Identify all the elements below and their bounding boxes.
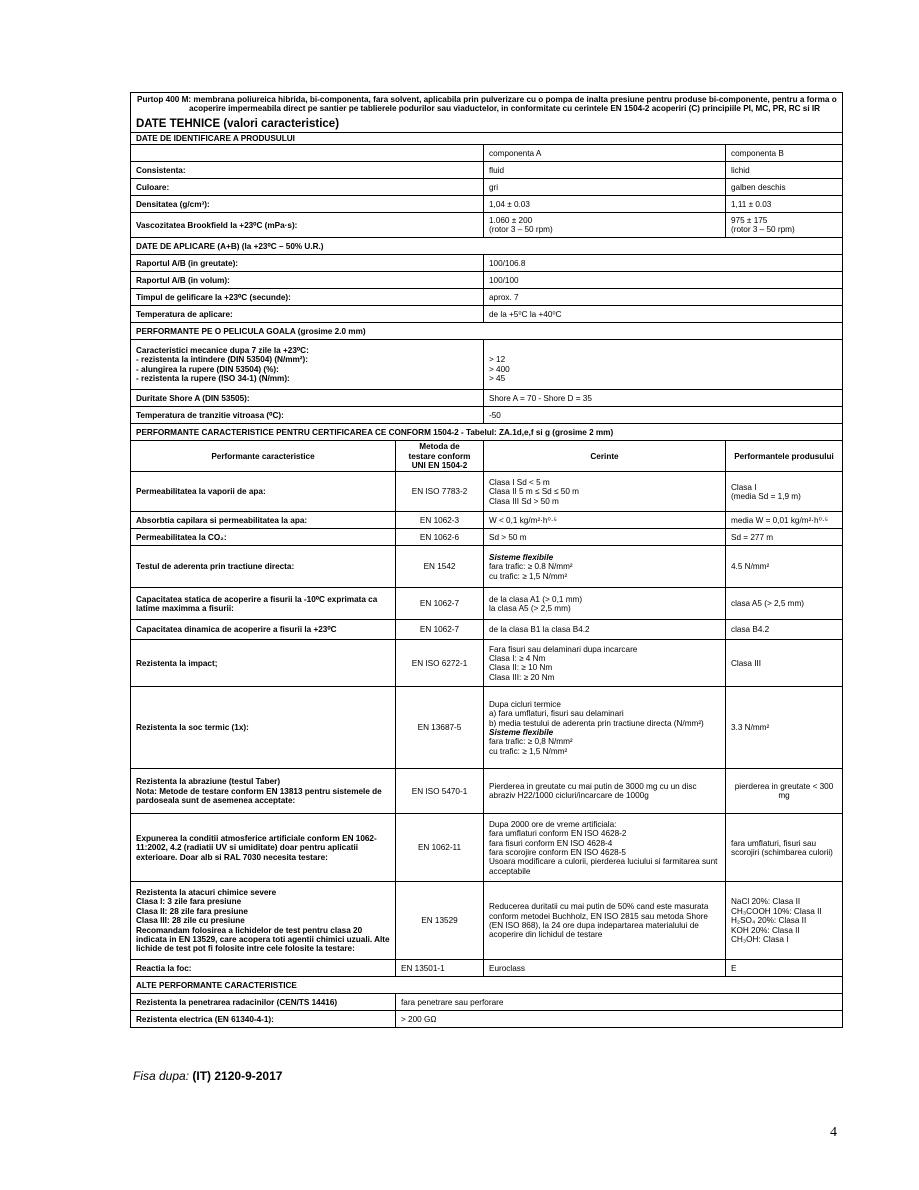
- table-row: [131, 340, 843, 390]
- row-performance: Sd = 277 m: [726, 529, 843, 546]
- source-note: [133, 1069, 282, 1083]
- row-label: Culoare:: [131, 179, 484, 196]
- col-header-product: Performantele produsului: [726, 441, 843, 472]
- row-performance: NaCl 20%: Clasa II CH₃COOH 10%: Clasa II H₂SO₄ 20%: Clasa II KOH 20%: Clasa II CH₃OH: Clasa I: [726, 882, 843, 960]
- row-label: Rezistenta electrica (EN 61340-4-1):: [131, 1011, 396, 1028]
- row-label: Reactia la foc:: [131, 960, 396, 977]
- row-value: 100/100: [484, 272, 843, 289]
- row-method: EN ISO 7783-2: [396, 472, 484, 512]
- datasheet: [130, 92, 842, 1028]
- row-value: aprox. 7: [484, 289, 843, 306]
- row-performance: E: [726, 960, 843, 977]
- col-header-method: Metoda de testare conform UNI EN 1504-2: [396, 441, 484, 472]
- row-requirement: W < 0,1 kg/m²·h⁰·⁵: [484, 512, 726, 529]
- row-requirement: Clasa I Sd < 5 m Clasa II 5 m ≤ Sd ≤ 50 m Clasa III Sd > 50 m: [484, 472, 726, 512]
- row-requirement: [484, 687, 726, 769]
- table-row: [131, 512, 843, 529]
- table-row: [131, 769, 843, 814]
- table-row: [131, 289, 843, 306]
- table-row: [131, 255, 843, 272]
- row-method: EN 13687-5: [396, 687, 484, 769]
- table-row: [131, 814, 843, 882]
- requirement-text: fara trafic: ≥ 0.8 N/mm² cu trafic: ≥ 1,5 N/mm²: [489, 562, 573, 581]
- row-value: Shore A = 70 - Shore D = 35: [484, 390, 843, 407]
- row-value: > 200 GΩ: [396, 1011, 843, 1028]
- value-b: 1,11 ± 0.03: [726, 196, 843, 213]
- row-label: Capacitatea dinamica de acoperire a fisurii la +23⁰C: [131, 620, 396, 640]
- technical-data-table: [130, 92, 843, 1028]
- row-value: -50: [484, 407, 843, 424]
- table-row: [131, 620, 843, 640]
- table-row: [131, 179, 843, 196]
- value-a: gri: [484, 179, 726, 196]
- value-a: 1.060 ± 200 (rotor 3 – 50 rpm): [484, 213, 726, 238]
- row-requirement: Euroclass: [484, 960, 726, 977]
- table-row: [131, 272, 843, 289]
- table-row: [131, 162, 843, 179]
- row-label: Permeabilitatea la vaporii de apa:: [131, 472, 396, 512]
- row-performance: Clasa III: [726, 640, 843, 687]
- table-row: [131, 213, 843, 238]
- row-label: Temperatura de tranzitie vitroasa (⁰C):: [131, 407, 484, 424]
- source-label: Fisa dupa:: [133, 1069, 190, 1083]
- cert-column-headers: [131, 441, 843, 472]
- row-label: Permeabilitatea la CO₂:: [131, 529, 396, 546]
- row-performance: Clasa I (media Sd = 1,9 m): [726, 472, 843, 512]
- blank-cell: [131, 145, 484, 162]
- row-label: Raportul A/B (in volum):: [131, 272, 484, 289]
- row-method: EN 1062-7: [396, 588, 484, 620]
- row-label: Absorbtia capilara si permeabilitatea la apa:: [131, 512, 396, 529]
- row-label: Caracteristici mecanice dupa 7 zile la +23⁰C: - rezistenta la intindere (DIN 53504) (N/mm²): - alungirea la rupere (DIN 53504) (%): - rezistenta la rupere (ISO 34-1) (N/mm):: [131, 340, 484, 390]
- row-performance: pierderea in greutate < 300 mg: [726, 769, 843, 814]
- intro-row: [131, 93, 843, 116]
- requirement-emphasis: Sisteme flexibile: [489, 552, 554, 562]
- row-performance: clasa B4.2: [726, 620, 843, 640]
- row-label: Rezistenta la abraziune (testul Taber) Nota: Metode de testare conform EN 13813 pentru sistemele de pardoseala sunt de asemenea acceptate:: [131, 769, 396, 814]
- requirement-text: Dupa cicluri termice a) fara umflaturi, fisuri sau delaminari b) media testului de aderenta prin tractiune directa (N/mm²): [489, 699, 704, 728]
- component-a-header: componenta A: [484, 145, 726, 162]
- title-row: [131, 116, 843, 133]
- row-label: Rezistenta la impact;: [131, 640, 396, 687]
- value-b: 975 ± 175 (rotor 3 – 50 rpm): [726, 213, 843, 238]
- value-a: 1,04 ± 0.03: [484, 196, 726, 213]
- row-label: Consistenta:: [131, 162, 484, 179]
- row-label: Raportul A/B (in greutate):: [131, 255, 484, 272]
- section-header-ident: DATE DE IDENTIFICARE A PRODUSULUI: [131, 132, 843, 144]
- row-method: EN 1062-7: [396, 620, 484, 640]
- page-title: DATE TEHNICE (valori caracteristice): [131, 116, 843, 133]
- row-method: EN 13501-1: [396, 960, 484, 977]
- row-performance: 3.3 N/mm²: [726, 687, 843, 769]
- row-method: EN 1062-6: [396, 529, 484, 546]
- table-row: [131, 306, 843, 323]
- col-header-performance: Performante caracteristice: [131, 441, 396, 472]
- component-b-header: componenta B: [726, 145, 843, 162]
- row-requirement: de la clasa B1 la clasa B4.2: [484, 620, 726, 640]
- row-label: Rezistenta la soc termic (1x):: [131, 687, 396, 769]
- row-label: Timpul de gelificare la +23⁰C (secunde):: [131, 289, 484, 306]
- table-row: [131, 960, 843, 977]
- section-header-application: DATE DE APLICARE (A+B) (la +23⁰C – 50% U.R.): [131, 238, 843, 255]
- product-intro: Purtop 400 M: membrana poliureica hibrida, bi-componenta, fara solvent, aplicabila prin pulverizare cu o pompa de inalta presiune pentru produse bi-componente, pentru a forma o acoperire impermeabila direct pe santier pe tablierele podurilor sau viaductelor, in conformitate cu cerintele EN 1504-2 acoperiri (C) principiile PI, MC, PR, RC si IR: [131, 93, 843, 116]
- row-performance: media W = 0,01 kg/m²·h⁰·⁵: [726, 512, 843, 529]
- table-row: [131, 994, 843, 1011]
- row-label: Rezistenta la penetrarea radacinilor (CEN/TS 14416): [131, 994, 396, 1011]
- section-header-cert: PERFORMANTE CARACTERISTICE PENTRU CERTIFICAREA CE CONFORM 1504-2 - Tabelul: ZA.1d,e,f si g (grosime 2 mm): [131, 424, 843, 441]
- row-method: EN 1062-3: [396, 512, 484, 529]
- section-header-film: PERFORMANTE PE O PELICULA GOALA (grosime 2.0 mm): [131, 323, 843, 340]
- row-value: de la +5⁰C la +40⁰C: [484, 306, 843, 323]
- row-requirement: Sd > 50 m: [484, 529, 726, 546]
- row-label: Densitatea (g/cm³):: [131, 196, 484, 213]
- value-a: fluid: [484, 162, 726, 179]
- table-row: [131, 529, 843, 546]
- row-method: EN 13529: [396, 882, 484, 960]
- table-row: [131, 472, 843, 512]
- table-row: [131, 407, 843, 424]
- table-row: [131, 1011, 843, 1028]
- row-label: Temperatura de aplicare:: [131, 306, 484, 323]
- requirement-text-2: fara trafic: ≥ 0,8 N/mm² cu trafic: ≥ 1,5 N/mm²: [489, 737, 573, 756]
- table-row: [131, 196, 843, 213]
- row-method: EN ISO 5470-1: [396, 769, 484, 814]
- table-row: [131, 546, 843, 588]
- row-value: > 12 > 400 > 45: [484, 340, 843, 390]
- row-label: Rezistenta la atacuri chimice severe Clasa I: 3 zile fara presiune Clasa II: 28 zile fara presiune Clasa III: 28 zile cu presiune Recomandam folosirea a lichidelor de test pentru clasa 20 indicata in EN 13529, care acopera toti agentii chimici uzuali. Alte lichide de test pot fi folosite intre cele folosite la testare:: [131, 882, 396, 960]
- row-label: Expunerea la conditii atmosferice artificiale conform EN 1062-11:2002, 4.2 (radiatii UV si umiditate) doar pentru aplicatii exterioare. Doar alb si RAL 7030 necesita testare:: [131, 814, 396, 882]
- row-value: fara penetrare sau perforare: [396, 994, 843, 1011]
- table-row: [131, 390, 843, 407]
- row-value: 100/106.8: [484, 255, 843, 272]
- row-method: EN 1062-11: [396, 814, 484, 882]
- requirement-emphasis: Sisteme flexibile: [489, 727, 554, 737]
- source-value: (IT) 2120-9-2017: [192, 1069, 283, 1083]
- row-label: Testul de aderenta prin tractiune directa:: [131, 546, 396, 588]
- table-row: [131, 588, 843, 620]
- row-requirement: Dupa 2000 ore de vreme artificiala: fara umflaturi conform EN ISO 4628-2 fara fisuri conform EN ISO 4628-4 fara scorojire conform EN ISO 4628-5 Usoara modificare a culorii, pierderea luciului si farmitarea sunt acceptabile: [484, 814, 726, 882]
- row-requirement: Pierderea in greutate cu mai putin de 3000 mg cu un disc abraziv H22/1000 cicluri/incarcare de 1000g: [484, 769, 726, 814]
- row-performance: clasa A5 (> 2,5 mm): [726, 588, 843, 620]
- row-label: Vascozitatea Brookfield la +23⁰C (mPa·s):: [131, 213, 484, 238]
- row-method: EN 1542: [396, 546, 484, 588]
- row-label: Capacitatea statica de acoperire a fisurii la -10⁰C exprimata ca latime maximma a fisurii:: [131, 588, 396, 620]
- value-b: galben deschis: [726, 179, 843, 196]
- table-row: [131, 882, 843, 960]
- section-header-other: ALTE PERFORMANTE CARACTERISTICE: [131, 977, 843, 994]
- col-header-requirements: Cerinte: [484, 441, 726, 472]
- row-performance: fara umflaturi, fisuri sau scorojiri (schimbarea culorii): [726, 814, 843, 882]
- row-requirement: de la clasa A1 (> 0,1 mm) la clasa A5 (> 2,5 mm): [484, 588, 726, 620]
- row-label: Duritate Shore A (DIN 53505):: [131, 390, 484, 407]
- table-row: [131, 687, 843, 769]
- row-requirement: [484, 546, 726, 588]
- row-method: EN ISO 6272-1: [396, 640, 484, 687]
- table-row: [131, 640, 843, 687]
- row-requirement: Fara fisuri sau delaminari dupa incarcare Clasa I: ≥ 4 Nm Clasa II: ≥ 10 Nm Clasa III: ≥ 20 Nm: [484, 640, 726, 687]
- row-performance: 4.5 N/mm²: [726, 546, 843, 588]
- row-requirement: Reducerea duritatii cu mai putin de 50% cand este masurata conform metodei Buchholz, EN ISO 2815 sau metoda Shore (EN ISO 868), la 24 ore dupa indepartarea materialului de acoperire din lichidul de testare: [484, 882, 726, 960]
- page-number: 4: [830, 1125, 837, 1140]
- value-b: lichid: [726, 162, 843, 179]
